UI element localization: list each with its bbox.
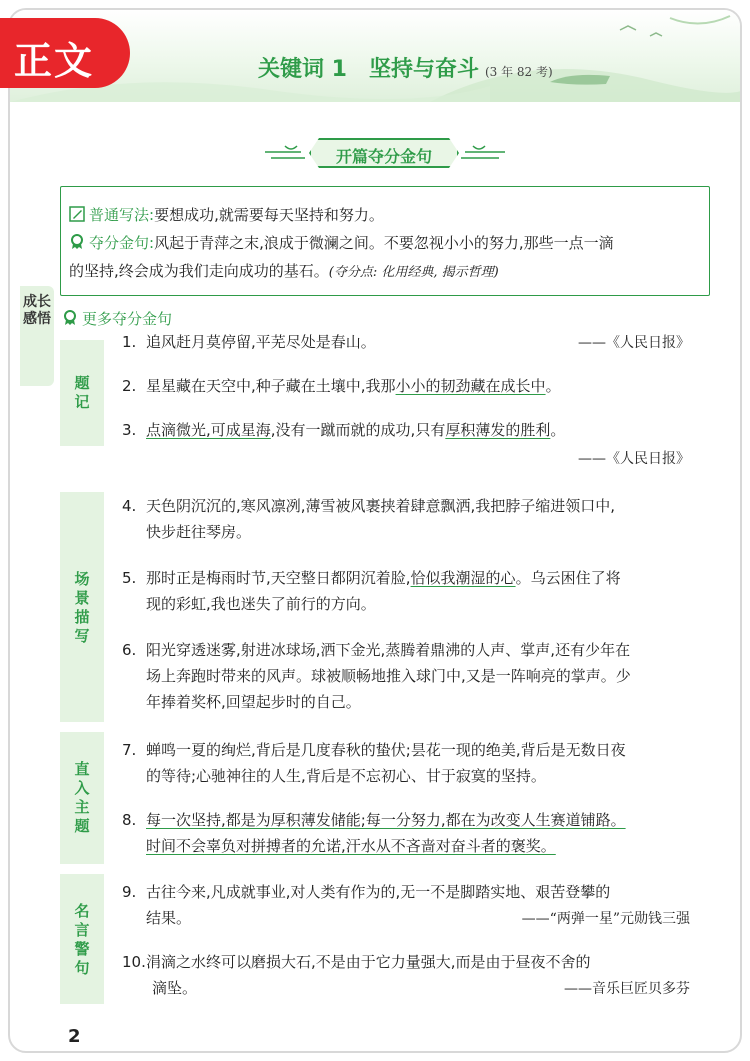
keyword-title-text: 关键词 1 坚持与奋斗 xyxy=(258,57,479,82)
item-text: 。乌云困住了将 xyxy=(515,569,621,587)
item-text: 蝉鸣一夏的绚烂,背后是几度春秋的蛰伏;昙花一现的绝美,背后是无数日夜 xyxy=(146,741,626,759)
item-text: 天色阴沉沉的,寒风凛冽,薄雪被风裹挟着肆意飘洒,我把脖子缩进领口中, xyxy=(146,497,616,515)
item-number: 9. xyxy=(122,883,137,901)
item-number: 1. xyxy=(122,333,137,351)
award-icon xyxy=(69,234,85,250)
item-continuation: 时间不会辜负对拼搏者的允诺,汗水从不吝啬对奋斗者的褒奖。 xyxy=(146,837,556,855)
item-text: 追风赶月莫停留,平芜尽处是春山。 xyxy=(146,333,376,351)
item-number: 8. xyxy=(122,811,137,829)
item-number: 4. xyxy=(122,497,137,515)
item-number: 10. xyxy=(122,953,146,971)
item-number: 7. xyxy=(122,741,137,759)
section-tab-epigraph xyxy=(60,340,104,446)
item-text: ,没有一蹴而就的成功,只有 xyxy=(270,421,446,439)
list-item xyxy=(122,376,561,396)
item-underlined-text: 厚积薄发的胜利 xyxy=(445,421,551,439)
list-item xyxy=(122,496,615,516)
more-sentences-title xyxy=(62,308,172,329)
section-tab-topic xyxy=(60,732,104,864)
item-number: 2. xyxy=(122,377,137,395)
item-continuation: 场上奔跑时带来的风声。球被顺畅地推入球门中,又是一阵响亮的掌声。少 xyxy=(146,667,631,685)
item-continuation: 的等待;心驰神往的人生,背后是不忘初心、甘于寂寞的坚持。 xyxy=(146,767,546,785)
item-continuation: 快步赶往琴房。 xyxy=(146,523,252,541)
keyword-subtitle: (3 年 82 考) xyxy=(484,65,553,79)
page xyxy=(8,8,742,1053)
section-badge-label: 正文 xyxy=(14,39,95,83)
keyword-title xyxy=(258,52,553,83)
list-item xyxy=(122,568,621,588)
item-text: 涓滴之水终可以磨损大石,不是由于它力量强大,而是由于昼夜不舍的 xyxy=(146,953,591,971)
item-continuation: 滴坠。 xyxy=(152,979,198,997)
item-underlined-text: 小小的韧劲藏在成长中 xyxy=(395,377,546,395)
section-label: 名言警句 xyxy=(74,902,90,977)
list-item xyxy=(122,740,626,760)
gold-sentence-callout xyxy=(60,186,710,296)
item-number: 3. xyxy=(122,421,137,439)
item-continuation: 现的彩虹,我也迷失了前行的方向。 xyxy=(146,595,376,613)
list-item xyxy=(122,640,630,660)
normal-writing-label: 普通写法: xyxy=(89,206,155,224)
section-banner xyxy=(265,136,505,172)
item-underlined-text: 恰似我潮湿的心 xyxy=(410,569,516,587)
gold-sentence-line-2 xyxy=(69,261,499,283)
award-icon xyxy=(62,310,78,326)
pencil-icon xyxy=(69,206,85,222)
list-item xyxy=(122,420,565,440)
page-number: 2 xyxy=(68,1026,81,1047)
normal-writing-line xyxy=(69,205,384,225)
section-label: 直入主题 xyxy=(74,760,90,835)
section-label: 题记 xyxy=(74,374,90,411)
gold-sentence-line-1 xyxy=(69,233,614,253)
item-source: ——《人民日报》 xyxy=(578,451,690,467)
item-continuation: 年捧着奖杯,回望起步时的自己。 xyxy=(146,693,361,711)
banner-title: 开篇夺分金句 xyxy=(335,147,432,166)
item-number: 5. xyxy=(122,569,137,587)
item-text: 。 xyxy=(550,421,566,439)
section-tab-scene xyxy=(60,492,104,722)
item-number: 6. xyxy=(122,641,137,659)
side-tab-label: 成长感悟 xyxy=(23,294,51,327)
item-underlined-text: 点滴微光,可成星海 xyxy=(146,421,271,439)
list-item xyxy=(122,810,626,830)
normal-writing-text: 要想成功,就需要每天坚持和努力。 xyxy=(154,206,384,224)
item-underlined-text: 每一次坚持,都是为厚积薄发储能;每一分努力,都在为改变人生赛道铺路。 xyxy=(146,811,626,829)
section-tab-quotes xyxy=(60,874,104,1004)
section-label: 场景描写 xyxy=(74,570,90,645)
gold-sentence-label: 夺分金句: xyxy=(89,234,155,252)
gold-sentence-text-2: 的坚持,终会成为我们走向成功的基石。 xyxy=(69,262,329,280)
item-text: 星星藏在天空中,种子藏在土壤中,我那 xyxy=(146,377,396,395)
item-text: 古往今来,凡成就事业,对人类有作为的,无一不是脚踏实地、艰苦登攀的 xyxy=(146,883,611,901)
item-source: ——“两弹一星”元勋钱三强 xyxy=(521,911,690,927)
scoring-note: (夺分点: 化用经典, 揭示哲理) xyxy=(328,265,499,280)
side-tab xyxy=(20,286,54,386)
list-item xyxy=(122,332,376,352)
item-text: 阳光穿透迷雾,射进冰球场,洒下金光,蒸腾着鼎沸的人声、掌声,还有少年在 xyxy=(146,641,631,659)
item-text: 。 xyxy=(545,377,561,395)
list-item xyxy=(122,952,591,972)
list-item xyxy=(122,882,610,902)
item-continuation: 结果。 xyxy=(146,909,192,927)
more-sentences-label: 更多夺分金句 xyxy=(82,310,173,328)
gold-sentence-text-1: 风起于青萍之末,浪成于微澜之间。不要忽视小小的努力,那些一点一滴 xyxy=(154,234,614,252)
item-source: ——《人民日报》 xyxy=(578,335,690,351)
item-text: 那时正是梅雨时节,天空整日都阴沉着脸, xyxy=(146,569,411,587)
item-source: ——音乐巨匠贝多芬 xyxy=(564,981,690,997)
